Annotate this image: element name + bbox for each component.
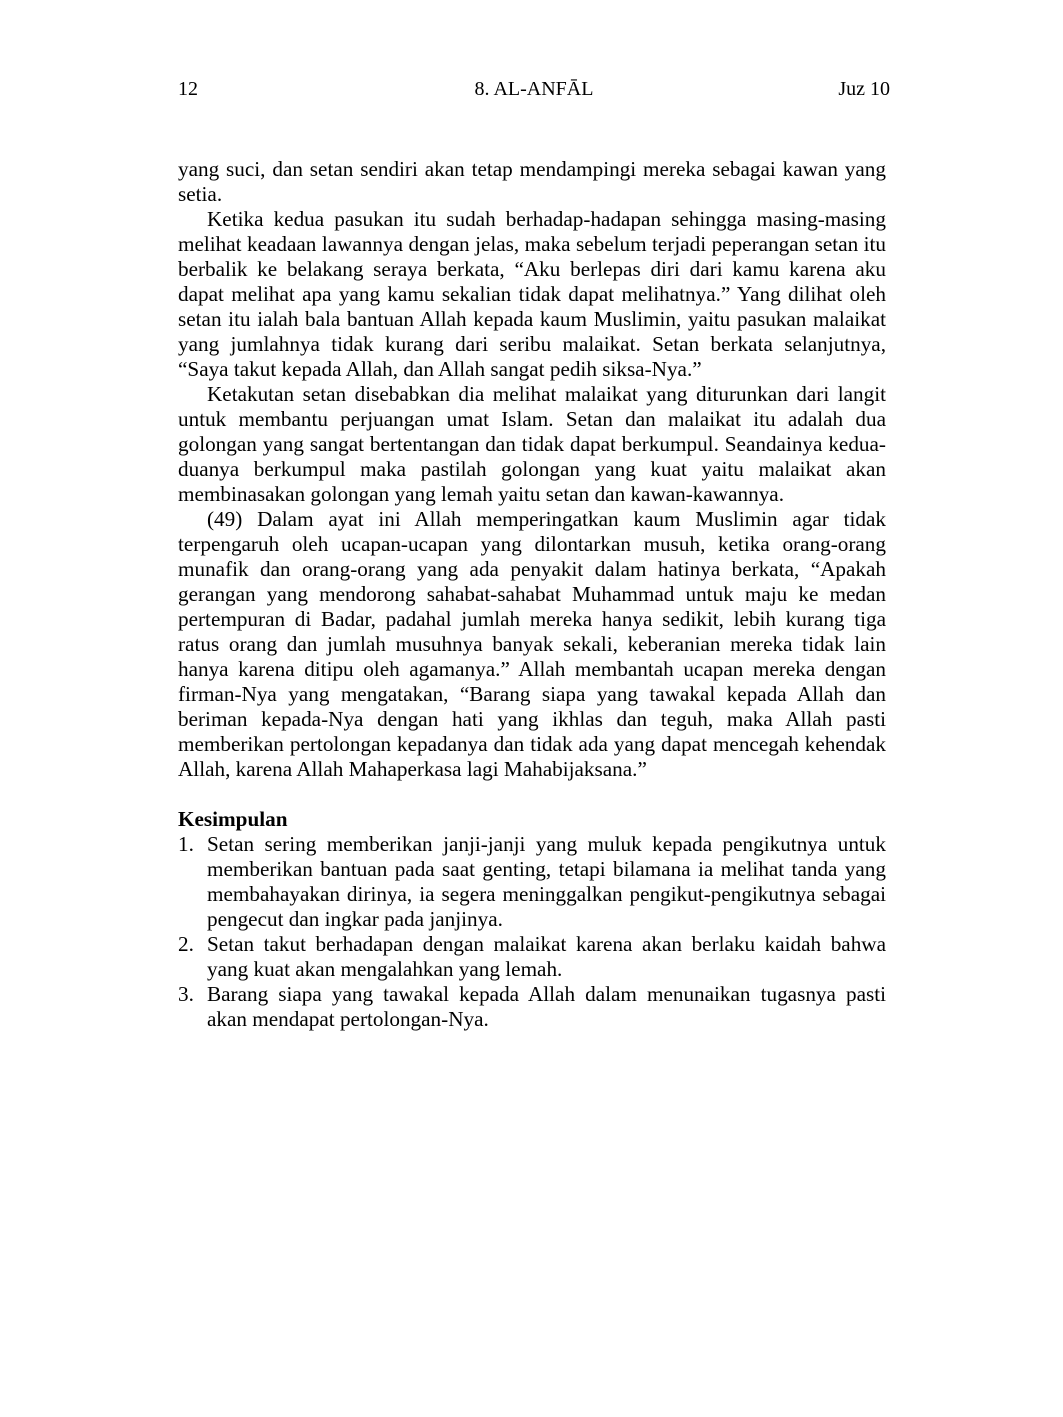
paragraph: (49) Dalam ayat ini Allah memperingatkan kaum Muslimin agar tidak terpengaruh oleh ucapan-ucapan yang dilontarkan musuh, ketika orang-orang munafik dan orang-orang yang ada penyakit dalam hatinya berkata, “Apakah gerangan yang mendorong sahabat-sahabat Muhammad untuk maju ke medan pertempuran di Badar, padahal jumlah mereka hanya sedikit, lebih kurang tiga ratus orang dan jumlah musuhnya banyak sekali, keberanian mereka tidak lain hanya karena ditipu oleh agamanya.” Allah membantah ucapan mereka dengan firman-Nya yang mengatakan, “Barang siapa yang tawakal kepada Allah dan beriman kepada-Nya dengan hati yang ikhlas dan teguh, maka Allah pasti memberikan pertolongan kepadanya dan tidak ada yang dapat mencegah kehendak Allah, karena Allah Mahaperkasa lagi Mahabijaksana.”: [178, 507, 886, 781]
page-number: 12: [178, 78, 198, 100]
paragraph: Ketika kedua pasukan itu sudah berhadap-hadapan sehingga masing-masing melihat keadaan lawannya dengan jelas, maka sebelum terjadi peperangan setan itu berbalik ke belakang seraya berkata, “Aku berlepas diri dari kamu karena aku dapat melihat apa yang kamu sekalian tidak dapat melihatnya.” Yang dilihat oleh setan itu ialah bala bantuan Allah kepada kaum Muslimin, yaitu pasukan malaikat yang jumlahnya tidak kurang dari seribu malaikat. Setan berkata selanjutnya, “Saya takut kepada Allah, dan Allah sangat pedih siksa-Nya.”: [178, 207, 886, 381]
running-header: [178, 76, 890, 102]
paragraph-continued: yang suci, dan setan sendiri akan tetap mendampingi mereka sebagai kawan yang setia.: [178, 157, 886, 206]
list-item-number: 2.: [178, 932, 194, 956]
list-item-number: 3.: [178, 982, 194, 1006]
list-item: [178, 832, 886, 932]
list-item-number: 1.: [178, 832, 194, 856]
body-text: [178, 157, 886, 1032]
list-item-text: Setan sering memberikan janji-janji yang muluk kepada pengikutnya untuk memberikan bantuan pada saat genting, tetapi bilamana ia melihat tanda yang membahayakan dirinya, ia segera meninggalkan pengikut-pengikutnya sebagai pengecut dan ingkar pada janjinya.: [207, 832, 886, 931]
juz-label: Juz 10: [838, 78, 890, 100]
section-heading: Kesimpulan: [178, 807, 288, 831]
paragraph: Ketakutan setan disebabkan dia melihat malaikat yang diturunkan dari langit untuk membantu perjuangan umat Islam. Setan dan malaikat itu adalah dua golongan yang sangat bertentangan dan tidak dapat berkumpul. Seandainya kedua-duanya berkumpul maka pastilah golongan yang kuat yaitu malaikat akan membinasakan golongan yang lemah yaitu setan dan kawan-kawannya.: [178, 382, 886, 506]
list-item: [178, 932, 886, 982]
list-item: [178, 982, 886, 1032]
list-item-text: Setan takut berhadapan dengan malaikat karena akan berlaku kaidah bahwa yang kuat akan mengalahkan yang lemah.: [207, 932, 886, 981]
chapter-title: 8. AL-ANFĀL: [474, 78, 594, 100]
conclusion-list: [178, 832, 886, 1032]
list-item-text: Barang siapa yang tawakal kepada Allah dalam menunaikan tugasnya pasti akan mendapat pertolongan-Nya.: [207, 982, 886, 1031]
